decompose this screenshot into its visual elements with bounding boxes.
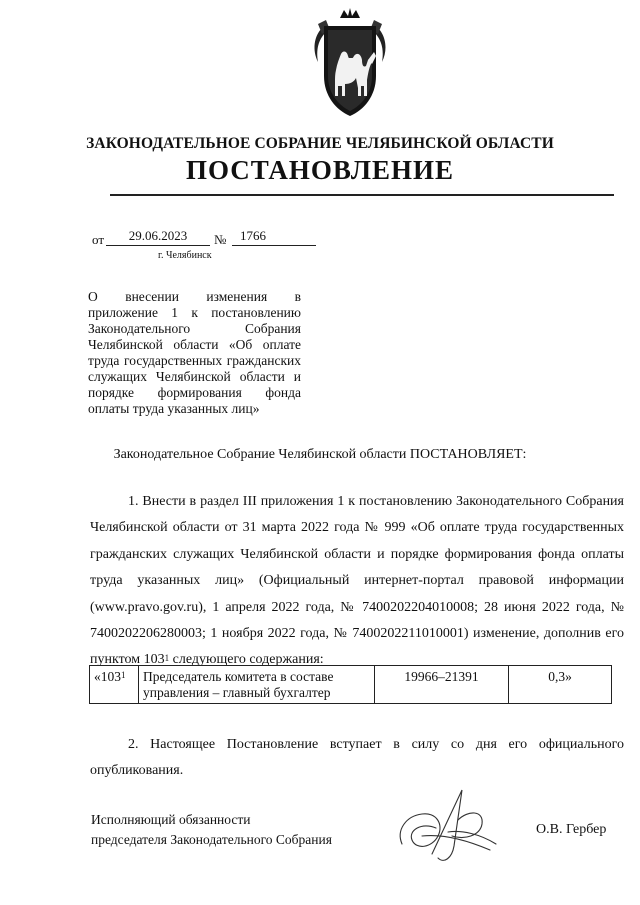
paragraph-2: 2. Настоящее Постановление вступает в силу со дня его официального опубликования. — [90, 737, 624, 779]
item-number-cell — [90, 666, 139, 704]
date-label: от — [92, 232, 105, 247]
signatory-role-line-2: председателя Законодательного Собрания — [91, 832, 332, 847]
header-divider — [110, 194, 614, 196]
paragraph-1-text: 1. Внести в раздел III приложения 1 к постановлению Законодательного Собрания Челябинской области от 31 марта 2022 года № 999 «Об оплате труда государственных гражданских служащих Челябинской области и порядке формирования фонда оплаты труда указанных лиц» (Официальный интернет-портал правовой информации (www.pravo.gov.ru), 1 апреля 2022 года, № 7400202204010008; 28 июня 2022 года, № 7400202206280003; 1 ноября 2022 года, № 7400202211010001) изменение, дополнив его пунктом 103 — [90, 494, 624, 668]
resolution-intro: Законодательное Собрание Челябинской области ПОСТАНОВЛЯЕТ: — [113, 447, 527, 462]
document-number: 1766 — [232, 228, 316, 246]
handwritten-signature — [392, 784, 512, 868]
document-city: г. Челябинск — [158, 250, 212, 261]
paragraph-1 — [90, 489, 624, 674]
number-label: № — [214, 232, 227, 247]
salary-range-cell: 19966–21391 — [375, 666, 509, 704]
amendment-table — [89, 665, 612, 704]
paragraph-1-sup: 1 — [164, 653, 170, 664]
document-date: 29.06.2023 — [106, 228, 210, 246]
coefficient-cell: 0,3» — [509, 666, 612, 704]
organization-name: ЗАКОНОДАТЕЛЬНОЕ СОБРАНИЕ ЧЕЛЯБИНСКОЙ ОБЛАСТИ — [86, 135, 554, 152]
paragraph-1-tail: следующего содержания: — [169, 652, 324, 668]
item-number-sup: 1 — [121, 670, 126, 680]
signatory-role — [91, 810, 332, 850]
document-type: ПОСТАНОВЛЕНИЕ — [185, 155, 455, 185]
chelyabinsk-coat-of-arms-icon — [308, 6, 392, 118]
table-row — [90, 666, 612, 704]
signatory-role-line-1: Исполняющий обязанности — [91, 812, 251, 827]
signatory-name: О.В. Гербер — [536, 822, 607, 837]
position-title-cell: Председатель комитета в составе управления – главный бухгалтер — [139, 666, 375, 704]
document-subject: О внесении изменения в приложение 1 к постановлению Законодательного Собрания Челябинской области «Об оплате труда государственных гражданских служащих Челябинской области и порядке формирования фонда оплаты труда указанных лиц» — [88, 289, 301, 416]
item-number: «103 — [94, 669, 121, 684]
